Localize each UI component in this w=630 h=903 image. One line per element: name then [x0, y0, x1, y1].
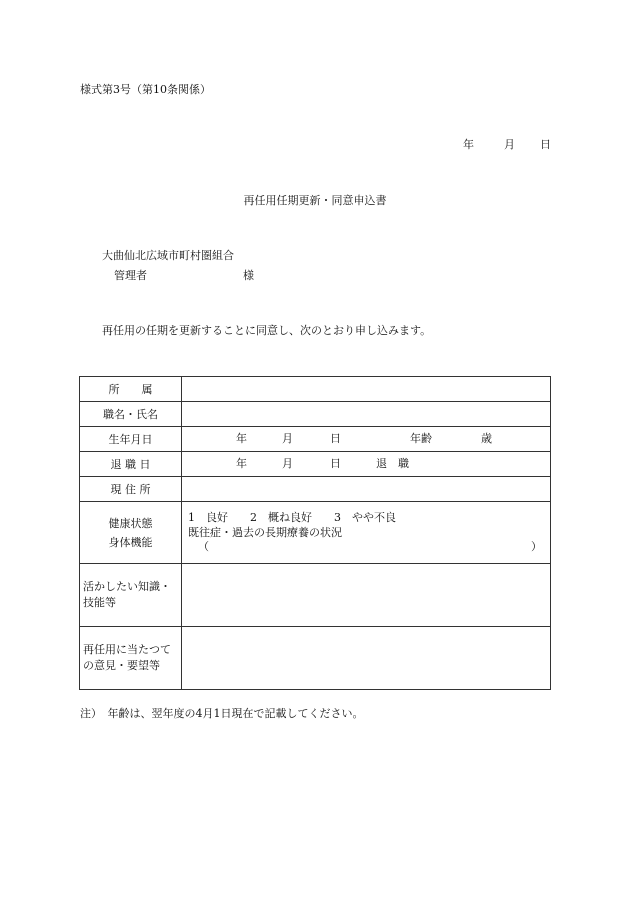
birthdate-label: 生年月日 [80, 427, 182, 452]
opinion-label: 再任用に当たつての意見・要望等 [80, 627, 182, 690]
paren-open: （ [198, 539, 209, 553]
health-options: 1 良好 2 概ね良好 3 やや不良 [188, 511, 396, 525]
row-affiliation [80, 377, 551, 402]
birthdate-field[interactable] [182, 427, 551, 452]
row-skills [80, 564, 551, 627]
date-year: 年 [463, 138, 474, 151]
health-history-label: 既往症・過去の長期療養の状況 [188, 525, 342, 539]
row-health [80, 502, 551, 564]
retirement-year: 年 [236, 457, 247, 470]
row-retirement [80, 452, 551, 477]
retirement-field[interactable] [182, 452, 551, 477]
date-day: 日 [540, 138, 551, 151]
birthdate-month: 月 [282, 432, 293, 445]
addressee-admin-line [114, 270, 254, 281]
row-position-name [80, 402, 551, 427]
retirement-label: 退 職 日 [80, 452, 182, 477]
row-birthdate [80, 427, 551, 452]
document-title: 再任用任期更新・同意申込書 [243, 194, 387, 207]
statement: 再任用の任期を更新することに同意し、次のとおり申し込みます。 [102, 324, 432, 337]
retirement-text: 退 職 [376, 457, 409, 470]
health-history-parens [188, 540, 550, 554]
date-line [463, 139, 551, 150]
health-label-1: 健康状態 [108, 517, 153, 530]
retirement-month: 月 [282, 457, 293, 470]
addressee-honorific: 様 [243, 269, 254, 282]
age-label: 年齢 [410, 432, 432, 445]
skills-label: 活かしたい知識・技能等 [80, 564, 182, 627]
skills-field[interactable] [182, 564, 551, 627]
affiliation-label: 所 属 [80, 377, 182, 402]
retirement-day: 日 [330, 457, 341, 470]
paren-close: ） [531, 539, 542, 553]
addressee-org: 大曲仙北広域市町村圏組合 [102, 249, 234, 262]
affiliation-field[interactable] [182, 377, 551, 402]
footnote: 注） 年齢は、翌年度の4月1日現在で記載してください。 [80, 707, 364, 720]
address-field[interactable] [182, 477, 551, 502]
opinion-field[interactable] [182, 627, 551, 690]
position-name-field[interactable] [182, 402, 551, 427]
address-label: 現 住 所 [80, 477, 182, 502]
health-label-2: 身体機能 [108, 536, 153, 549]
age-unit: 歳 [481, 432, 492, 445]
application-table [79, 376, 551, 690]
date-month: 月 [504, 138, 515, 151]
health-field[interactable] [182, 502, 551, 564]
birthdate-year: 年 [236, 432, 247, 445]
form-number: 様式第3号（第10条関係） [80, 83, 211, 96]
row-opinion [80, 627, 551, 690]
birthdate-day: 日 [330, 432, 341, 445]
health-label [80, 502, 182, 564]
row-address [80, 477, 551, 502]
position-name-label: 職名・氏名 [80, 402, 182, 427]
addressee-admin: 管理者 [114, 269, 147, 282]
